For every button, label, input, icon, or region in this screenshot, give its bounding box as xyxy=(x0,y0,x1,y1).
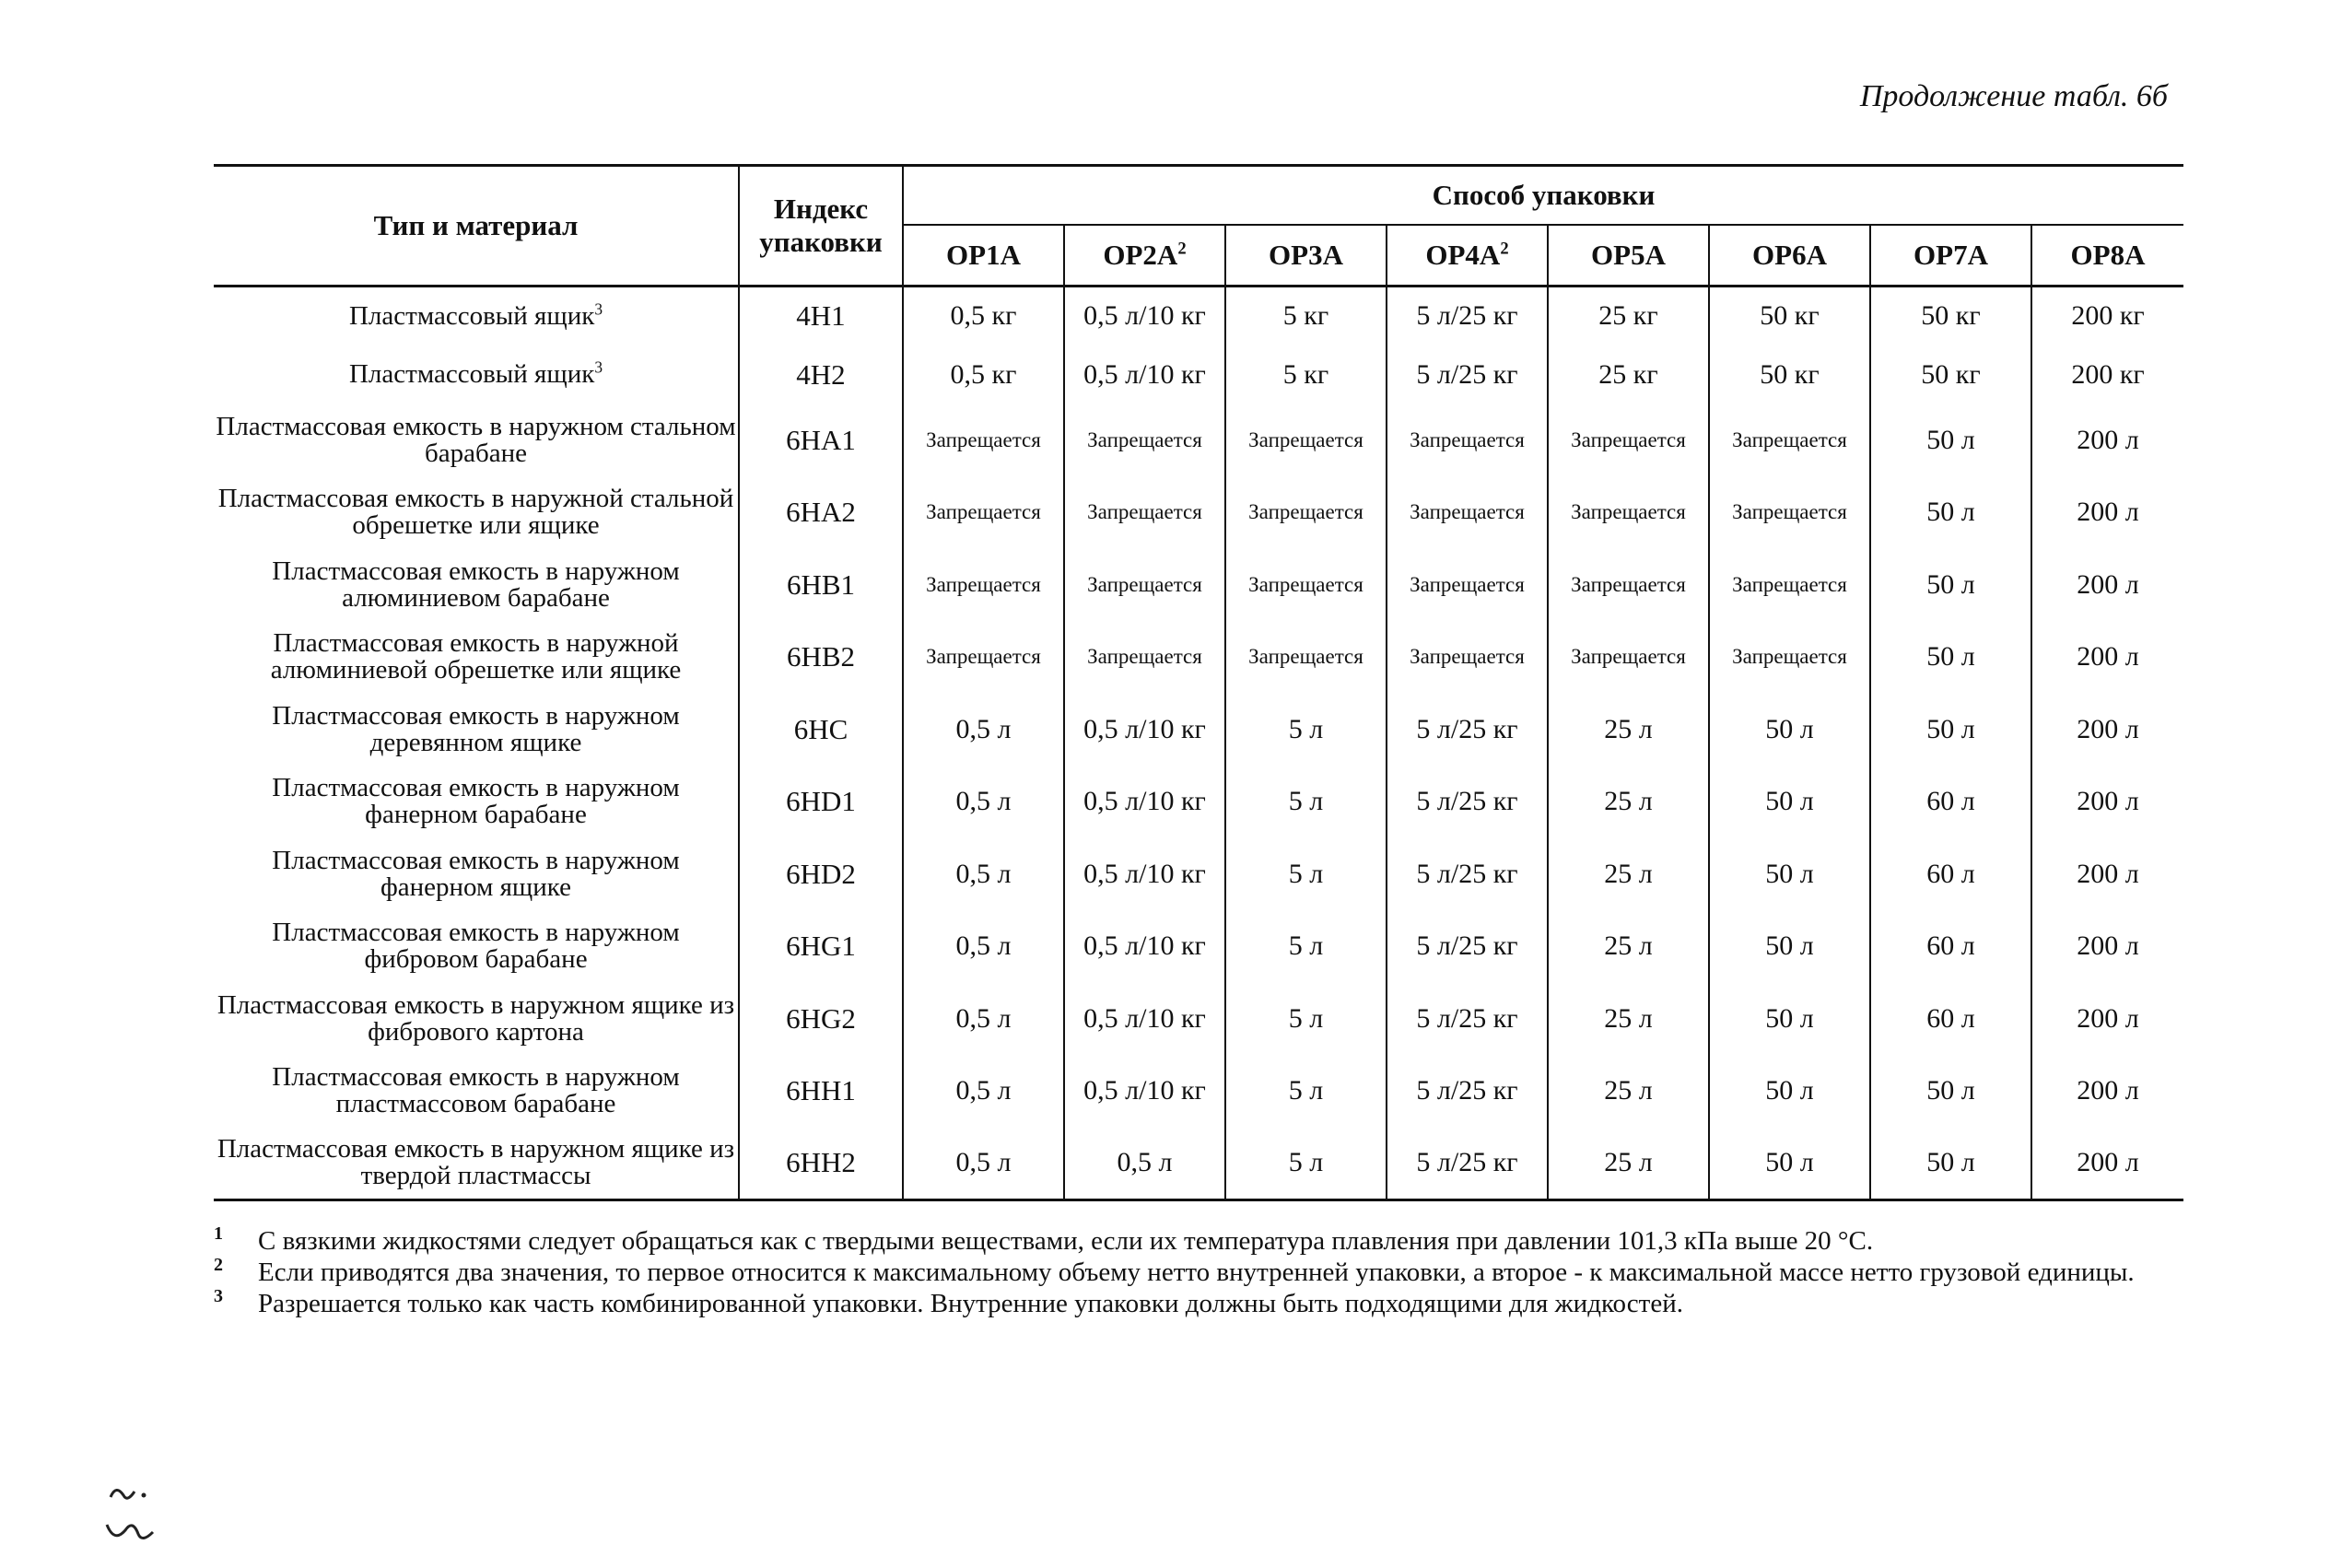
limit-value-cell: 0,5 л xyxy=(903,838,1064,911)
limit-value-cell: 200 л xyxy=(2031,476,2183,549)
footnote-text: С вязкими жидкостями следует обращаться как с твердыми веществами, если их температура плавления при давлении 101,3 кПа выше 20 °С. xyxy=(258,1226,1874,1256)
type-material-cell: Пластмассовая емкость в наружном алюминиевом барабане xyxy=(272,556,680,613)
limit-value-cell: 5 л/25 кг xyxy=(1387,1055,1548,1128)
method-column-header: OP6A xyxy=(1709,225,1870,287)
limit-value-cell: 50 л xyxy=(1870,621,2031,694)
limit-value-cell: Запрещается xyxy=(1225,404,1387,477)
method-column-header: OP3A xyxy=(1225,225,1387,287)
limit-value-cell: 5 кг xyxy=(1225,287,1387,345)
limit-value-cell: Запрещается xyxy=(1709,549,1870,622)
limit-value-cell: 50 л xyxy=(1709,1128,1870,1200)
type-material-cell: Пластмассовая емкость в наружной алюминиевой обрешетке или ящике xyxy=(270,628,682,685)
table-row xyxy=(214,694,2183,766)
table-row xyxy=(214,549,2183,622)
limit-value-cell: 5 л/25 кг xyxy=(1387,1128,1548,1200)
table-row xyxy=(214,476,2183,549)
limit-value-cell: 5 л/25 кг xyxy=(1387,983,1548,1056)
method-column-header: OP7A xyxy=(1870,225,2031,287)
limit-value-cell: 50 л xyxy=(1870,1128,2031,1200)
packaging-index-cell: 6HA1 xyxy=(739,404,903,477)
limit-value-cell: 0,5 л/10 кг xyxy=(1064,838,1225,911)
limit-value-cell: 0,5 л/10 кг xyxy=(1064,694,1225,766)
limit-value-cell: 60 л xyxy=(1870,838,2031,911)
limit-value-cell: 200 кг xyxy=(2031,345,2183,404)
packaging-index-cell: 6HC xyxy=(739,694,903,766)
method-column-header: OP5A xyxy=(1548,225,1709,287)
table-row xyxy=(214,766,2183,838)
limit-value-cell: 0,5 л xyxy=(903,1055,1064,1128)
limit-value-cell: Запрещается xyxy=(903,621,1064,694)
footnote-text: Если приводятся два значения, то первое относится к максимальному объему нетто внутренней упаковки, а второе - к максимальной массе нетто грузовой единицы. xyxy=(258,1258,2135,1287)
type-material-cell: Пластмассовый ящик$^3$ xyxy=(348,357,603,389)
limit-value-cell: 0,5 л xyxy=(1064,1128,1225,1200)
limit-value-cell: 50 л xyxy=(1870,404,2031,477)
method-column-header: OP1A xyxy=(903,225,1064,287)
method-header: Способ упаковки xyxy=(903,166,2183,226)
limit-value-cell: Запрещается xyxy=(1225,621,1387,694)
limit-value-cell: Запрещается xyxy=(1709,404,1870,477)
limit-value-cell: Запрещается xyxy=(1387,549,1548,622)
limit-value-cell: 0,5 л/10 кг xyxy=(1064,910,1225,983)
table-body xyxy=(214,287,2183,1200)
index-header: Индекс упаковки xyxy=(739,166,903,287)
type-material-cell: Пластмассовая емкость в наружном пластмассовом барабане xyxy=(272,1062,680,1119)
limit-value-cell: 5 л xyxy=(1225,694,1387,766)
limit-value-cell: 5 л/25 кг xyxy=(1387,287,1548,345)
table-continuation-caption: Продолжение табл. 6б xyxy=(1859,79,2168,113)
limit-value-cell: 50 л xyxy=(1870,549,2031,622)
limit-value-cell: 60 л xyxy=(1870,766,2031,838)
limit-value-cell: 25 л xyxy=(1548,694,1709,766)
limit-value-cell: Запрещается xyxy=(1387,621,1548,694)
limit-value-cell: 200 кг xyxy=(2031,287,2183,345)
limit-value-cell: Запрещается xyxy=(1387,404,1548,477)
limit-value-cell: 50 кг xyxy=(1709,287,1870,345)
limit-value-cell: 50 л xyxy=(1709,838,1870,911)
limit-value-cell: Запрещается xyxy=(1064,621,1225,694)
limit-value-cell: 50 л xyxy=(1870,476,2031,549)
limit-value-cell: 25 л xyxy=(1548,838,1709,911)
limit-value-cell: 60 л xyxy=(1870,983,2031,1056)
limit-value-cell: 5 л xyxy=(1225,766,1387,838)
limit-value-cell: Запрещается xyxy=(903,549,1064,622)
limit-value-cell: 5 кг xyxy=(1225,345,1387,404)
limit-value-cell: 5 л/25 кг xyxy=(1387,694,1548,766)
type-material-cell: Пластмассовая емкость в наружной стальной обрешетке или ящике xyxy=(217,484,734,541)
limit-value-cell: 0,5 л xyxy=(903,910,1064,983)
type-material-cell: Пластмассовая емкость в наружном ящике из твердой пластмассы xyxy=(217,1134,735,1190)
limit-value-cell: 25 кг xyxy=(1548,287,1709,345)
limit-value-cell: 200 л xyxy=(2031,983,2183,1056)
limit-value-cell: Запрещается xyxy=(1548,549,1709,622)
limit-value-cell: Запрещается xyxy=(903,404,1064,477)
limit-value-cell: 5 л/25 кг xyxy=(1387,766,1548,838)
footnote-text: Разрешается только как часть комбинированной упаковки. Внутренние упаковки должны быть подходящими для жидкостей. xyxy=(258,1289,1683,1318)
limit-value-cell: 0,5 л/10 кг xyxy=(1064,983,1225,1056)
packaging-index-cell: 6HB1 xyxy=(739,549,903,622)
table-row xyxy=(214,345,2183,404)
limit-value-cell: 50 л xyxy=(1709,983,1870,1056)
table-row xyxy=(214,404,2183,477)
method-column-header: $OP2A^2$ xyxy=(1064,225,1225,287)
footnote xyxy=(214,1257,2167,1288)
type-material-cell: Пластмассовый ящик$^3$ xyxy=(348,299,603,331)
limit-value-cell: 0,5 л/10 кг xyxy=(1064,345,1225,404)
packaging-table xyxy=(214,164,2183,1201)
limit-value-cell: 0,5 л xyxy=(903,1128,1064,1200)
limit-value-cell: 5 л xyxy=(1225,838,1387,911)
limit-value-cell: 200 л xyxy=(2031,621,2183,694)
footnote xyxy=(214,1225,2167,1257)
packaging-index-cell: 6HG1 xyxy=(739,910,903,983)
table-row xyxy=(214,287,2183,345)
packaging-index-cell: 4H1 xyxy=(739,287,903,345)
packaging-index-cell: 6HD2 xyxy=(739,838,903,911)
packaging-index-cell: 6HD1 xyxy=(739,766,903,838)
limit-value-cell: Запрещается xyxy=(1548,476,1709,549)
limit-value-cell: 0,5 л/10 кг xyxy=(1064,1055,1225,1128)
limit-value-cell: 200 л xyxy=(2031,404,2183,477)
limit-value-cell: 25 л xyxy=(1548,1055,1709,1128)
limit-value-cell: 25 кг xyxy=(1548,345,1709,404)
limit-value-cell: Запрещается xyxy=(1064,476,1225,549)
limit-value-cell: 25 л xyxy=(1548,1128,1709,1200)
table-row xyxy=(214,983,2183,1056)
limit-value-cell: 5 л/25 кг xyxy=(1387,345,1548,404)
table-row xyxy=(214,838,2183,911)
limit-value-cell: 200 л xyxy=(2031,1128,2183,1200)
type-material-cell: Пластмассовая емкость в наружном фибровом барабане xyxy=(272,918,680,975)
packaging-index-cell: 6HH2 xyxy=(739,1128,903,1200)
limit-value-cell: Запрещается xyxy=(903,476,1064,549)
limit-value-cell: 50 кг xyxy=(1709,345,1870,404)
type-material-cell: Пластмассовая емкость в наружном стальном барабане xyxy=(216,411,736,468)
limit-value-cell: 0,5 л xyxy=(903,766,1064,838)
handwritten-page-mark xyxy=(101,1479,166,1552)
limit-value-cell: 50 л xyxy=(1870,1055,2031,1128)
type-material-cell: Пластмассовая емкость в наружном ящике из фибрового картона xyxy=(217,989,735,1047)
limit-value-cell: 50 л xyxy=(1870,694,2031,766)
limit-value-cell: 50 кг xyxy=(1870,287,2031,345)
limit-value-cell: 25 л xyxy=(1548,983,1709,1056)
table-row xyxy=(214,910,2183,983)
method-column-header: $OP4A^2$ xyxy=(1387,225,1548,287)
limit-value-cell: 200 л xyxy=(2031,838,2183,911)
limit-value-cell: Запрещается xyxy=(1709,621,1870,694)
limit-value-cell: Запрещается xyxy=(1548,404,1709,477)
footnote xyxy=(214,1288,2167,1319)
footnote-mark: 1 xyxy=(214,1223,223,1244)
limit-value-cell: 5 л xyxy=(1225,1128,1387,1200)
packaging-index-cell: 6HG2 xyxy=(739,983,903,1056)
limit-value-cell: 5 л/25 кг xyxy=(1387,910,1548,983)
limit-value-cell: Запрещается xyxy=(1064,404,1225,477)
footnotes xyxy=(214,1225,2167,1319)
limit-value-cell: 5 л xyxy=(1225,910,1387,983)
table-header xyxy=(214,166,2183,287)
limit-value-cell: 5 л xyxy=(1225,983,1387,1056)
limit-value-cell: 200 л xyxy=(2031,549,2183,622)
limit-value-cell: 200 л xyxy=(2031,1055,2183,1128)
limit-value-cell: Запрещается xyxy=(1548,621,1709,694)
type-material-cell: Пластмассовая емкость в наружном фанерном барабане xyxy=(272,773,680,830)
limit-value-cell: 0,5 л xyxy=(903,983,1064,1056)
limit-value-cell: 5 л xyxy=(1225,1055,1387,1128)
limit-value-cell: 50 л xyxy=(1709,1055,1870,1128)
table-row xyxy=(214,621,2183,694)
limit-value-cell: Запрещается xyxy=(1225,549,1387,622)
limit-value-cell: 50 л xyxy=(1709,694,1870,766)
limit-value-cell: 50 кг xyxy=(1870,345,2031,404)
footnote-mark: 2 xyxy=(214,1255,223,1275)
limit-value-cell: 200 л xyxy=(2031,766,2183,838)
limit-value-cell: 60 л xyxy=(1870,910,2031,983)
limit-value-cell: 0,5 л/10 кг xyxy=(1064,766,1225,838)
table-row xyxy=(214,1055,2183,1128)
limit-value-cell: Запрещается xyxy=(1225,476,1387,549)
limit-value-cell: Запрещается xyxy=(1709,476,1870,549)
type-material-header: Тип и материал xyxy=(373,209,579,241)
method-column-header: OP8A xyxy=(2031,225,2183,287)
limit-value-cell: 5 л/25 кг xyxy=(1387,838,1548,911)
limit-value-cell: 50 л xyxy=(1709,910,1870,983)
limit-value-cell: 0,5 л/10 кг xyxy=(1064,287,1225,345)
limit-value-cell: 0,5 л xyxy=(903,694,1064,766)
limit-value-cell: 25 л xyxy=(1548,766,1709,838)
limit-value-cell: 50 л xyxy=(1709,766,1870,838)
packaging-index-cell: 4H2 xyxy=(739,345,903,404)
limit-value-cell: 200 л xyxy=(2031,910,2183,983)
limit-value-cell: 25 л xyxy=(1548,910,1709,983)
limit-value-cell: 0,5 кг xyxy=(903,345,1064,404)
limit-value-cell: 0,5 кг xyxy=(903,287,1064,345)
limit-value-cell: Запрещается xyxy=(1064,549,1225,622)
packaging-index-cell: 6HH1 xyxy=(739,1055,903,1128)
table-row xyxy=(214,1128,2183,1200)
footnote-mark: 3 xyxy=(214,1286,223,1306)
packaging-index-cell: 6HA2 xyxy=(739,476,903,549)
packaging-index-cell: 6HB2 xyxy=(739,621,903,694)
limit-value-cell: 200 л xyxy=(2031,694,2183,766)
type-material-cell: Пластмассовая емкость в наружном фанерном ящике xyxy=(272,845,680,902)
limit-value-cell: Запрещается xyxy=(1387,476,1548,549)
type-material-cell: Пластмассовая емкость в наружном деревянном ящике xyxy=(272,700,680,757)
